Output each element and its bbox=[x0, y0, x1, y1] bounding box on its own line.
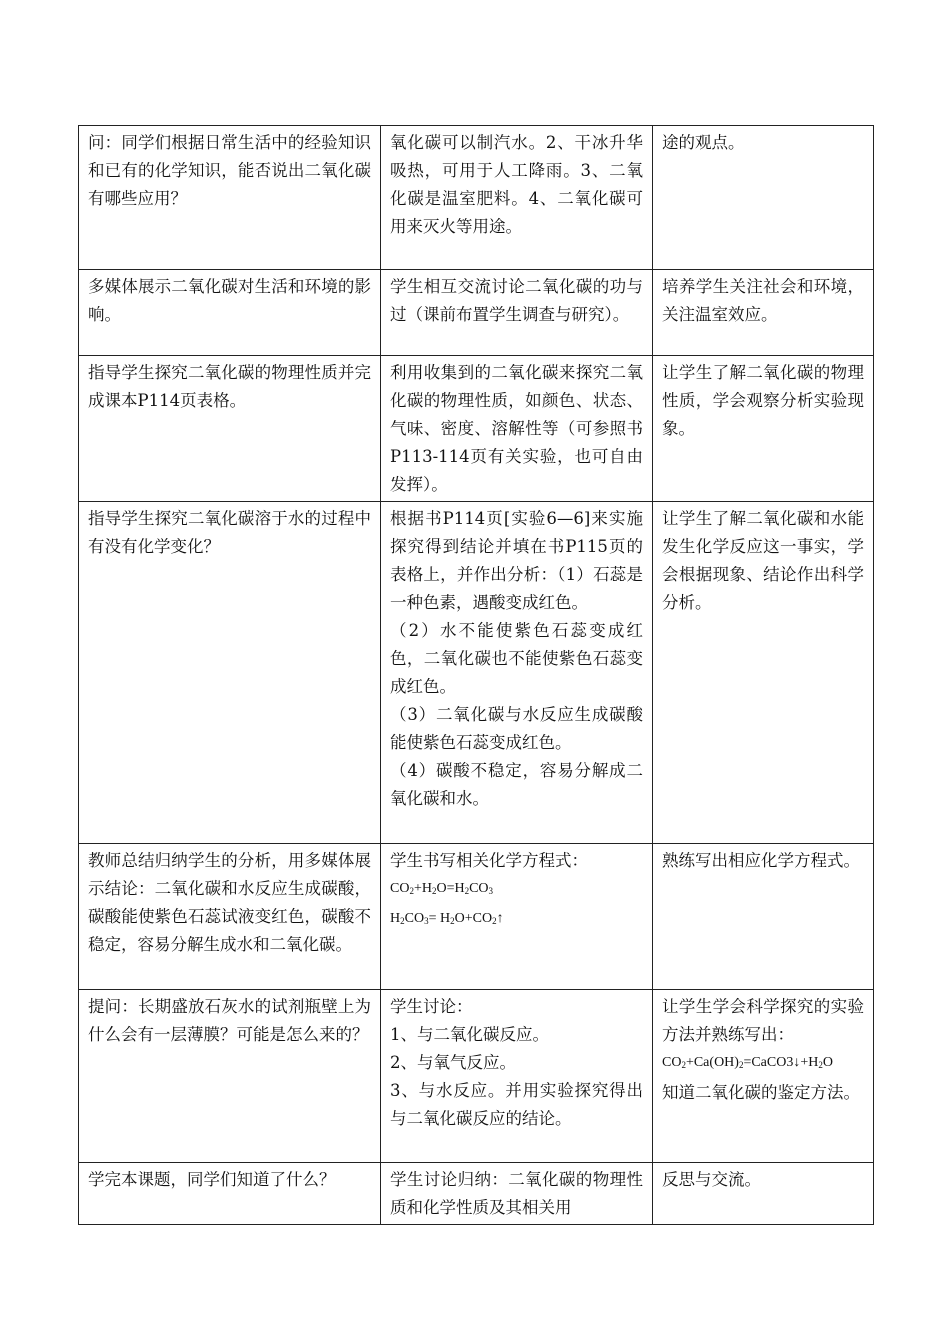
design-intent: 熟练写出相应化学方程式。 bbox=[653, 844, 874, 990]
table-row bbox=[79, 356, 874, 502]
teacher-activity: 多媒体展示二氧化碳对生活和环境的影响。 bbox=[79, 270, 381, 356]
teacher-activity: 指导学生探究二氧化碳的物理性质并完成课本P114页表格。 bbox=[79, 356, 381, 502]
analysis-line: （3）二氧化碳与水反应生成碳酸能使紫色石蕊变成红色。 bbox=[390, 705, 643, 752]
teacher-activity: 学完本课题，同学们知道了什么？ bbox=[79, 1163, 381, 1225]
table-row bbox=[79, 270, 874, 356]
design-intent: 培养学生关注社会和环境，关注温室效应。 bbox=[653, 270, 874, 356]
table-row bbox=[79, 844, 874, 990]
discussion-line: 学生讨论： bbox=[390, 997, 473, 1016]
table-row bbox=[79, 990, 874, 1163]
design-intent: 让学生了解二氧化碳和水能发生化学反应这一事实，学会根据现象、结论作出科学分析。 bbox=[653, 502, 874, 844]
lesson-plan-table bbox=[78, 125, 874, 1225]
discussion-line: 3、与水反应。并用实验探究得出与二氧化碳反应的结论。 bbox=[390, 1081, 643, 1128]
teacher-activity: 指导学生探究二氧化碳溶于水的过程中有没有化学变化？ bbox=[79, 502, 381, 844]
discussion-line: 1、与二氧化碳反应。 bbox=[390, 1025, 549, 1044]
teacher-activity: 问：同学们根据日常生活中的经验知识和已有的化学知识，能否说出二氧化碳有哪些应用？ bbox=[79, 126, 381, 270]
analysis-line: 根据书P114页[实验6—6]来实施探究得到结论并填在书P115页的表格上，并作出分析：（1）石蕊是一种色素，遇酸变成红色。 bbox=[390, 509, 643, 612]
table-row bbox=[79, 126, 874, 270]
student-activity: 学生相互交流讨论二氧化碳的功与过（课前布置学生调查与研究）。 bbox=[381, 270, 653, 356]
gas-arrow-icon: ↑ bbox=[496, 911, 504, 926]
student-activity: 氧化碳可以制汽水。2、干冰升华吸热，可用于人工降雨。3、二氧化碳是温室肥料。4、二氧化碳可用来灭火等用途。 bbox=[381, 126, 653, 270]
chemical-equation: $H_2CO_3=$ $H_2O+CO_2↑$ bbox=[390, 911, 504, 926]
design-intent: 反思与交流。 bbox=[653, 1163, 874, 1225]
analysis-line: （4）碳酸不稳定，容易分解成二氧化碳和水。 bbox=[390, 761, 643, 808]
chemical-equation: $CO_2+H_2O=H_2CO_3$ bbox=[390, 881, 494, 896]
table-row bbox=[79, 502, 874, 844]
intent-intro: 让学生学会科学探究的实验方法并熟练写出： bbox=[662, 997, 864, 1044]
student-activity bbox=[381, 844, 653, 990]
design-intent bbox=[653, 990, 874, 1163]
intent-outro: 知道二氧化碳的鉴定方法。 bbox=[662, 1083, 860, 1102]
teacher-activity: 提问：长期盛放石灰水的试剂瓶壁上为什么会有一层薄膜？可能是怎么来的？ bbox=[79, 990, 381, 1163]
teacher-activity: 教师总结归纳学生的分析，用多媒体展示结论：二氧化碳和水反应生成碳酸，碳酸能使紫色石蕊试液变红色，碳酸不稳定，容易分解生成水和二氧化碳。 bbox=[79, 844, 381, 990]
student-activity bbox=[381, 990, 653, 1163]
table-row bbox=[79, 1163, 874, 1225]
design-intent: 途的观点。 bbox=[653, 126, 874, 270]
discussion-line: 2、与氧气反应。 bbox=[390, 1053, 516, 1072]
chemical-equation: $CO_2+Ca(OH)_2=CaCO3↓+H_2O$ bbox=[662, 1055, 833, 1070]
equation-intro: 学生书写相关化学方程式： bbox=[390, 851, 588, 870]
student-activity: 利用收集到的二氧化碳来探究二氧化碳的物理性质，如颜色、状态、气味、密度、溶解性等（可参照书P113-114页有关实验，也可自由发挥）。 bbox=[381, 356, 653, 502]
analysis-line: （2）水不能使紫色石蕊变成红色，二氧化碳也不能使紫色石蕊变成红色。 bbox=[390, 621, 643, 696]
student-activity bbox=[381, 502, 653, 844]
student-activity: 学生讨论归纳：二氧化碳的物理性质和化学性质及其相关用 bbox=[381, 1163, 653, 1225]
design-intent: 让学生了解二氧化碳的物理性质，学会观察分析实验现象。 bbox=[653, 356, 874, 502]
